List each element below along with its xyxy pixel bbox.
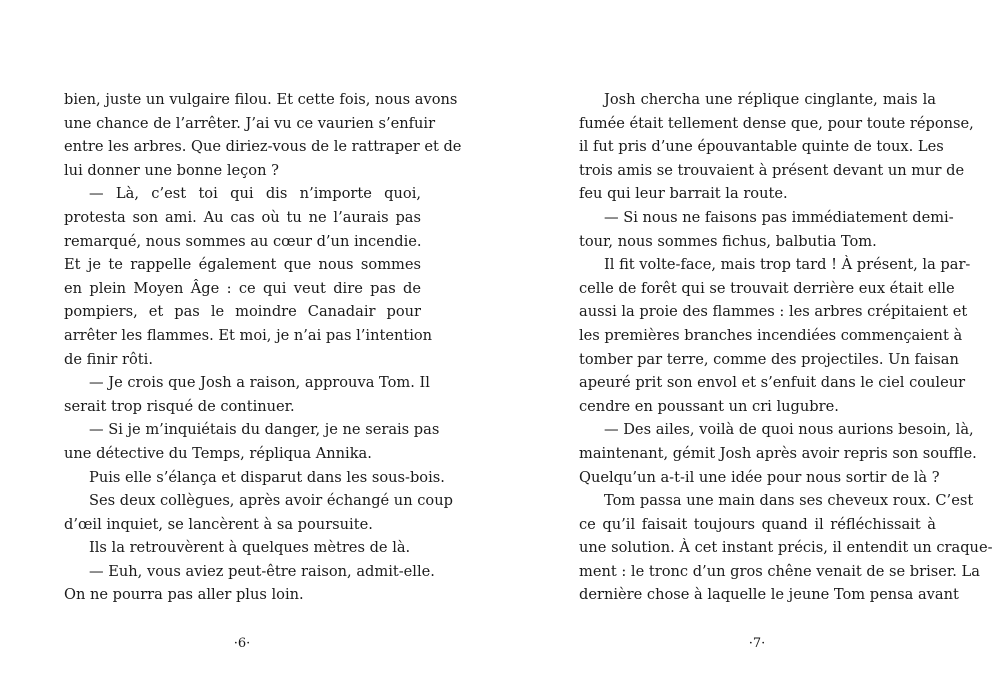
text-line: tomber par terre, comme des projectiles. Un faisan xyxy=(579,350,959,368)
text-line: tour, nous sommes fichus, balbutia Tom. xyxy=(579,232,877,250)
text-line: pompiers, et pas le moindre Canadair pour xyxy=(64,303,421,321)
text-line: On ne pourra pas aller plus loin. xyxy=(64,586,304,604)
text-line: les premières branches incendiées commençaient à xyxy=(579,326,963,344)
text-line: Ses deux collègues, après avoir échangé un coup xyxy=(89,492,453,510)
text-line: une solution. À cet instant précis, il entendit un craque- xyxy=(579,539,993,557)
text-line: fumée était tellement dense que, pour toute réponse, xyxy=(579,114,974,132)
text-line: Puis elle s’élança et disparut dans les sous-bois. xyxy=(89,468,445,486)
text-line: — Si je m’inquiétais du danger, je ne serais pas xyxy=(89,421,440,439)
text-line: — Là, c’est toi qui dis n’importe quoi, xyxy=(89,185,421,203)
text-line: bien, juste un vulgaire filou. Et cette fois, nous avons xyxy=(64,91,458,108)
text-line: arrêter les flammes. Et moi, je n’ai pas l’intention xyxy=(64,326,433,344)
text-line: serait trop risqué de continuer. xyxy=(64,397,295,415)
text-line: aussi la proie des flammes : les arbres crépitaient et xyxy=(579,303,968,321)
text-line: d’œil inquiet, se lancèrent à sa poursuite. xyxy=(64,515,373,533)
text-line: lui donner une bonne leçon ? xyxy=(64,161,279,179)
text-line: Et je te rappelle également que nous sommes xyxy=(64,256,421,274)
left-page xyxy=(64,88,462,607)
right-page xyxy=(579,88,993,607)
text-line: il fut pris d’une épouvantable quinte de toux. Les xyxy=(579,138,944,156)
text-line: une détective du Temps, répliqua Annika. xyxy=(64,444,372,462)
text-line: maintenant, gémit Josh après avoir repris son souffle. xyxy=(579,444,977,462)
left-page-number: ·6· xyxy=(233,636,251,651)
text-line: feu qui leur barrait la route. xyxy=(579,185,788,203)
text-line: cendre en poussant un cri lugubre. xyxy=(579,397,839,415)
text-line: en plein Moyen Âge : ce qui veut dire pas de xyxy=(64,279,421,297)
text-line: — Si nous ne faisons pas immédiatement demi- xyxy=(604,208,954,226)
text-line: Ils la retrouvèrent à quelques mètres de là. xyxy=(89,539,411,557)
text-line: ment : le tronc d’un gros chêne venait de se briser. La xyxy=(579,562,980,580)
text-line: remarqué, nous sommes au cœur d’un incendie. xyxy=(64,232,422,250)
text-line: une chance de l’arrêter. J’ai vu ce vaurien s’enfuir xyxy=(64,114,436,132)
text-line: — Des ailes, voilà de quoi nous aurions besoin, là, xyxy=(604,421,974,439)
text-line: protesta son ami. Au cas où tu ne l’aurais pas xyxy=(64,208,421,226)
text-line: trois amis se trouvaient à présent devant un mur de xyxy=(579,161,965,179)
text-line: apeuré prit son envol et s’enfuit dans le ciel couleur xyxy=(579,374,966,392)
text-line: — Euh, vous aviez peut-être raison, admit-elle. xyxy=(89,562,435,580)
text-line: celle de forêt qui se trouvait derrière eux était elle xyxy=(579,279,955,297)
text-line: Josh chercha une réplique cinglante, mais la xyxy=(604,91,936,108)
text-line: Tom passa une main dans ses cheveux roux. C’est xyxy=(604,492,974,510)
text-line: dernière chose à laquelle le jeune Tom pensa avant xyxy=(579,586,959,604)
text-line: entre les arbres. Que diriez-vous de le rattraper et de xyxy=(64,138,462,156)
right-page-number: ·7· xyxy=(748,636,766,651)
text-line: ce qu’il faisait toujours quand il réfléchissait à xyxy=(579,515,936,533)
text-line: — Je crois que Josh a raison, approuva Tom. Il xyxy=(89,374,430,392)
text-line: de finir rôti. xyxy=(64,350,153,368)
text-line: Il fit volte-face, mais trop tard ! À présent, la par- xyxy=(604,256,971,274)
text-line: Quelqu’un a-t-il une idée pour nous sortir de là ? xyxy=(579,468,940,486)
